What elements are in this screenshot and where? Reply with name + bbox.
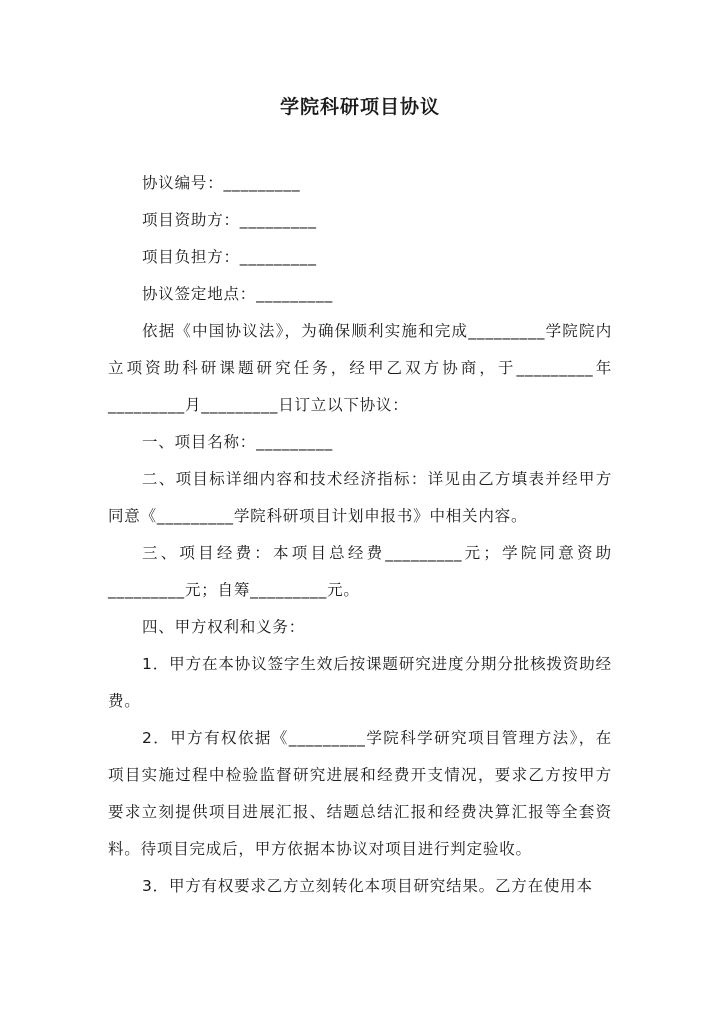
project-funding-clause: 三、项目经费：本项目总经费_________元；学院同意资助_________元；自筹_________元。 [108, 544, 612, 599]
party-a-clause-1: 1．甲方在本协议签字生效后按课题研究进度分期分批核拨资助经费。 [108, 655, 612, 710]
preamble-paragraph: 依据《中国协议法》，为确保顺利实施和完成_________学院院内立项资助科研课题研究任务，经甲乙双方协商，于_________年_________月_________日订立以下协议： [108, 322, 612, 414]
party-a-rights-heading: 四、甲方权利和义务： [142, 618, 306, 636]
project-undertaker-field: 项目负担方：_________ [142, 248, 317, 266]
project-name-clause: 一、项目名称：_________ [142, 433, 334, 451]
document-body [108, 165, 612, 905]
signing-place-field: 协议签定地点：_________ [142, 285, 334, 303]
party-a-clause-3: 3．甲方有权要求乙方立刻转化本项目研究结果。乙方在使用本 [142, 877, 593, 895]
project-targets-clause: 二、项目标详细内容和技术经济指标：详见由乙方填表并经甲方同意《_________学院科研项目计划申报书》中相关内容。 [108, 470, 612, 525]
project-sponsor-field: 项目资助方：_________ [142, 211, 317, 229]
party-a-clause-2: 2．甲方有权依据《_________学院科学研究项目管理方法》，在项目实施过程中检验监督研究进展和经费开支情况，要求乙方按甲方要求立刻提供项目进展汇报、结题总结汇报和经费决算汇报等全套资料。待项目完成后，甲方依据本协议对项目进行判定验收。 [108, 729, 612, 858]
agreement-number-field: 协议编号：_________ [142, 174, 301, 192]
document-title: 学院科研项目协议 [279, 96, 440, 118]
